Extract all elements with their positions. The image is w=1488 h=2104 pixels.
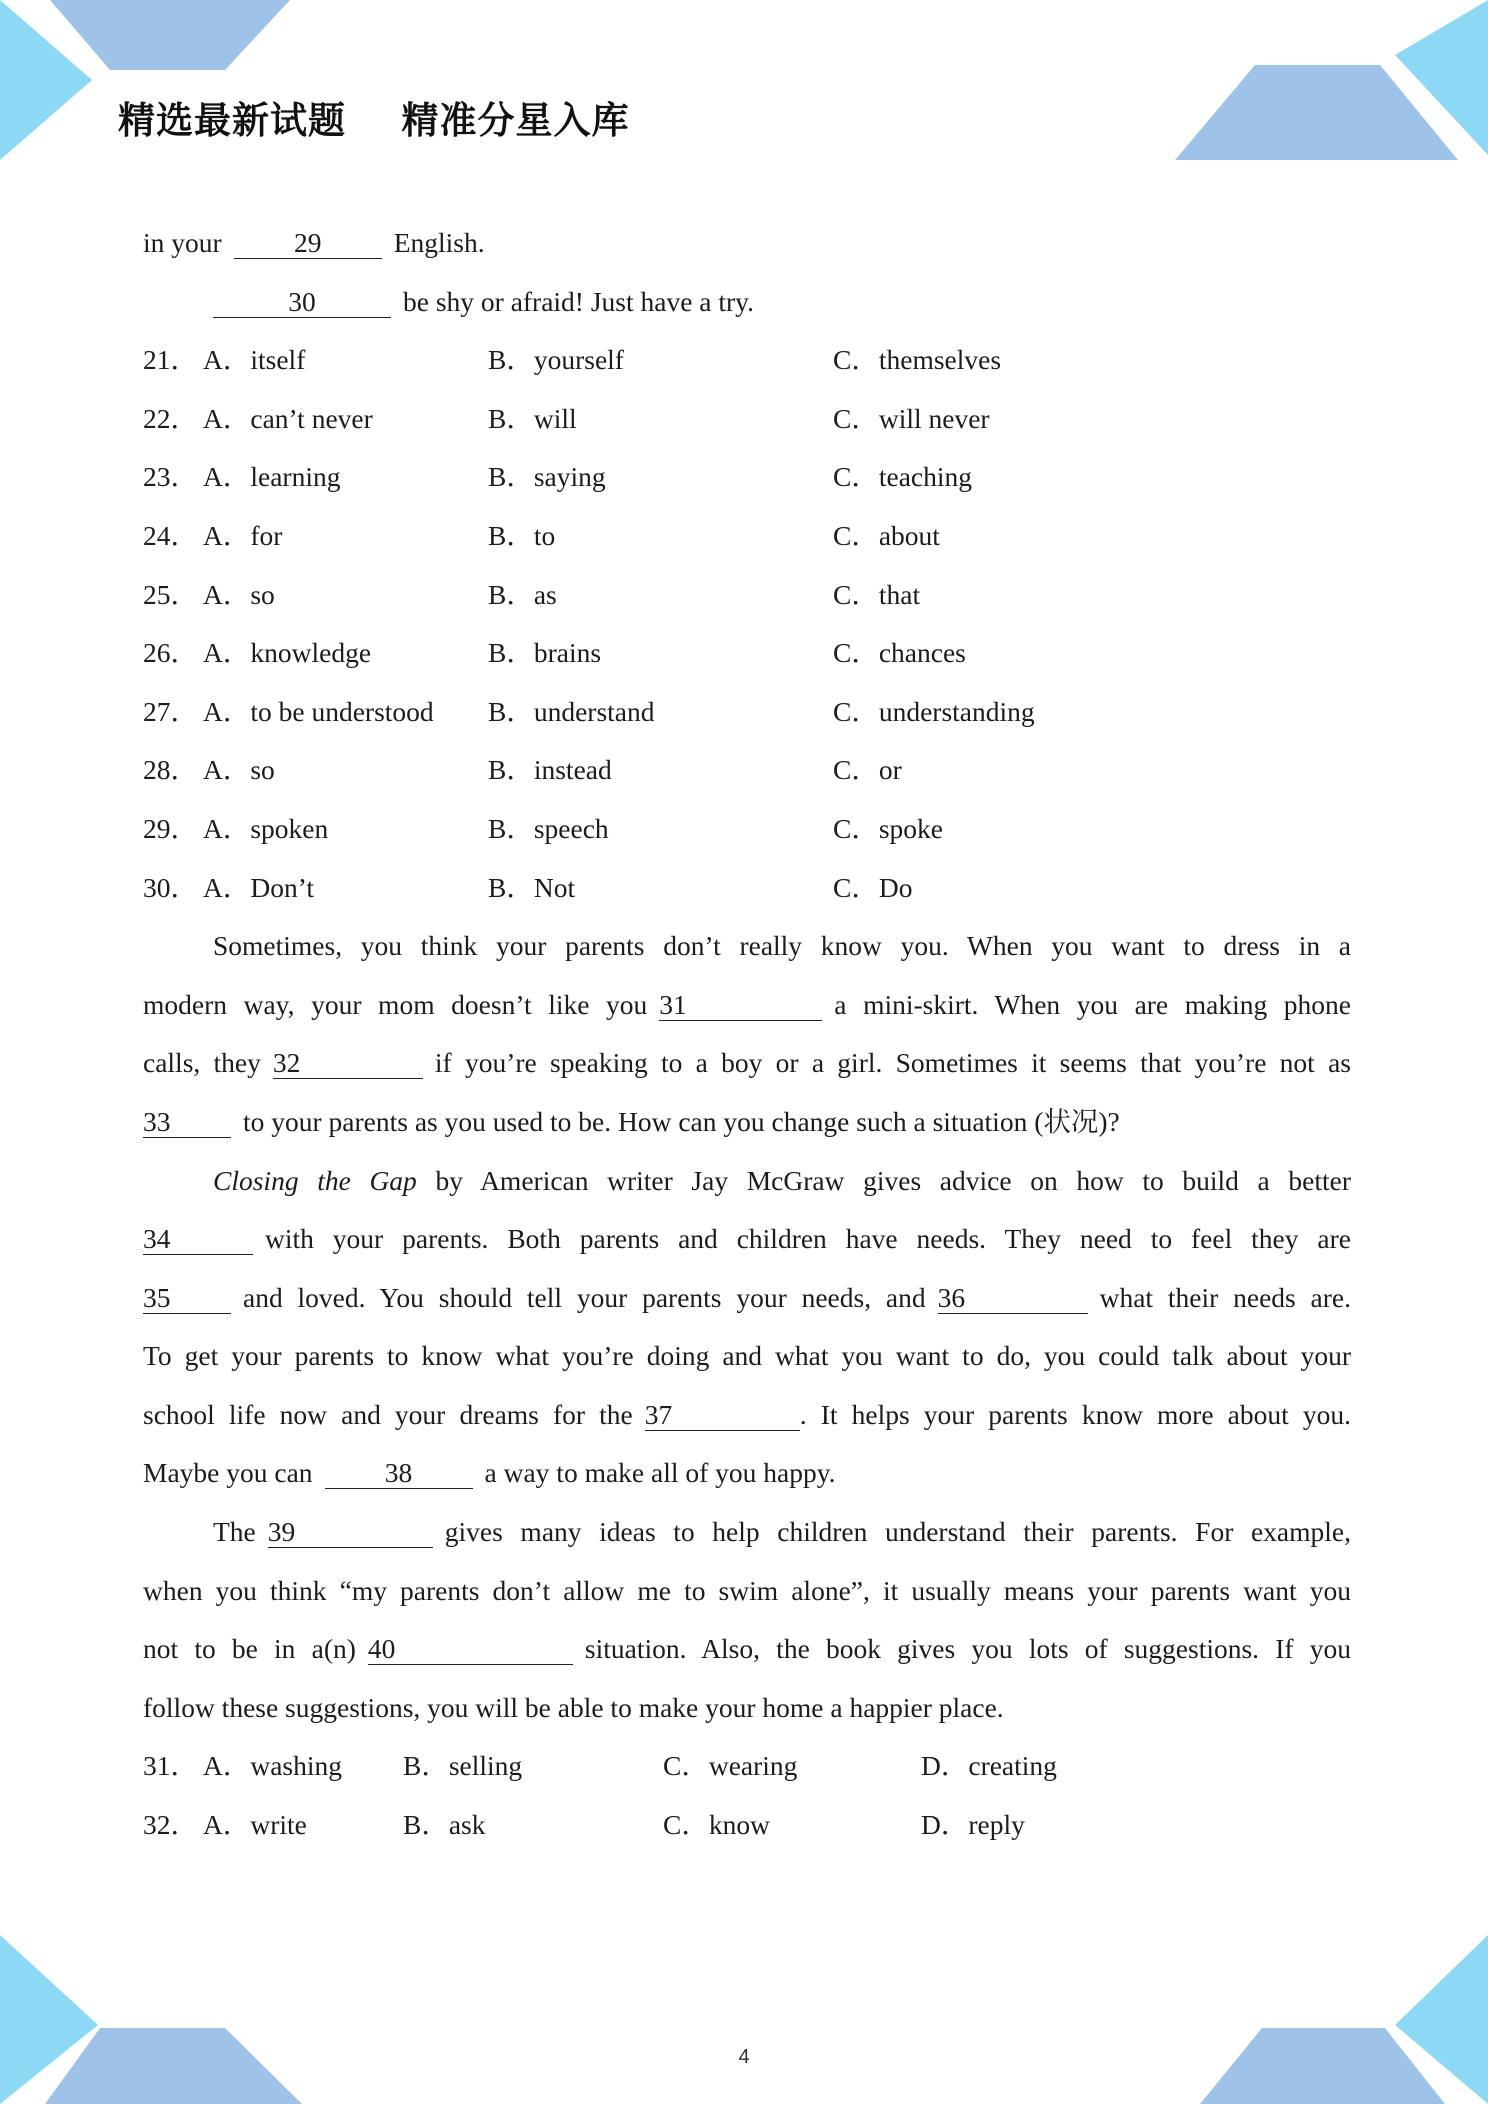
header-title: 精选最新试题 精准分星入库 [118, 99, 630, 142]
option-c: C．Do [833, 871, 913, 903]
option-a: A．itself [203, 344, 306, 376]
option-c: C．teaching [833, 461, 972, 493]
option-c: C．will never [833, 402, 990, 434]
question-row [143, 1737, 1351, 1796]
question-row [143, 683, 1351, 742]
passage-line: Sometimes, you think your parents don’t really know you. When you want to dress in a [213, 930, 1351, 962]
option-b: B．speech [488, 812, 609, 844]
options-21-30 [143, 331, 1351, 917]
option-a: A．washing [203, 1750, 343, 1782]
question-number: 31． [143, 1750, 198, 1782]
option-c: C．spoke [833, 812, 943, 844]
option-a: A．so [203, 754, 275, 786]
question-number: 25． [143, 578, 198, 610]
top-left-trapezoid [50, 0, 290, 70]
passage-line: modern way, your mom doesn’t like you 31 a mini-skirt. When you are making phone [143, 988, 1351, 1020]
option-d: D．creating [921, 1750, 1057, 1782]
question-row [143, 448, 1351, 507]
option-c: C．know [663, 1809, 770, 1841]
option-a: A．Don’t [203, 871, 315, 903]
blank-32: 32 [273, 1048, 423, 1079]
question-number: 32． [143, 1809, 198, 1841]
question-number: 26． [143, 637, 198, 669]
passage-line: Closing the Gap by American writer Jay McGraw gives advice on how to build a better [213, 1164, 1351, 1196]
option-a: A．for [203, 519, 283, 551]
blank-31: 31 [659, 990, 822, 1021]
passage-line: To get your parents to know what you’re doing and what you want to do, you could talk about your [143, 1340, 1351, 1372]
question-number: 29． [143, 812, 198, 844]
option-a: A．so [203, 578, 275, 610]
passage-line: school life now and your dreams for the 37 . It helps your parents know more about you. [143, 1398, 1351, 1430]
page-number: 4 [738, 2046, 750, 2068]
passage-line: 34 with your parents. Both parents and children have needs. They need to feel they are [143, 1223, 1351, 1255]
book-title: Closing the Gap [213, 1164, 417, 1196]
blank-37: 37 [645, 1400, 800, 1431]
question-row [143, 624, 1351, 683]
question-row [143, 390, 1351, 449]
question-row [143, 859, 1351, 918]
option-a: A．learning [203, 461, 341, 493]
option-b: B．instead [488, 754, 612, 786]
option-c: C．themselves [833, 344, 1002, 376]
blank-30: 30 [213, 287, 391, 318]
passage-line: when you think “my parents don’t allow me to swim alone”, it usually means your parents want you [143, 1574, 1351, 1606]
question-row [143, 566, 1351, 625]
options-31-32 [143, 1737, 1351, 1854]
blank-29: 29 [234, 228, 382, 259]
option-b: B．to [488, 519, 556, 551]
question-number: 28． [143, 754, 198, 786]
option-a: A．can’t never [203, 402, 373, 434]
question-row [143, 331, 1351, 390]
passage-line: 35 and loved. You should tell your parents your needs, and 36 what their needs are. [143, 1281, 1351, 1313]
option-c: C．or [833, 754, 902, 786]
question-number: 30． [143, 871, 198, 903]
option-b: B．understand [488, 695, 655, 727]
question-number: 21． [143, 344, 198, 376]
option-c: C．understanding [833, 695, 1035, 727]
passage-line: 33 to your parents as you used to be. How can you change such a situation (状况)? [143, 1105, 1120, 1137]
option-c: C．that [833, 578, 921, 610]
question-number: 22． [143, 402, 198, 434]
passage-line: follow these suggestions, you will be able to make your home a happier place. [143, 1691, 1004, 1723]
option-c: C．wearing [663, 1750, 798, 1782]
option-b: B．saying [488, 461, 606, 493]
question-number: 27． [143, 695, 198, 727]
question-row [143, 1796, 1351, 1855]
passage-line: The 39 gives many ideas to help children understand their parents. For example, [213, 1516, 1351, 1548]
option-b: B．will [488, 402, 577, 434]
blank-36: 36 [938, 1283, 1088, 1314]
option-b: B．ask [403, 1809, 486, 1841]
option-c: C．about [833, 519, 940, 551]
option-a: A．knowledge [203, 637, 372, 669]
blank-33: 33 [143, 1107, 231, 1138]
option-a: A．spoken [203, 812, 329, 844]
option-b: B．as [488, 578, 557, 610]
passage-line: Maybe you can 38 a way to make all of you happy. [143, 1457, 836, 1489]
option-a: A．write [203, 1809, 307, 1841]
question-row [143, 800, 1351, 859]
blank-39: 39 [268, 1517, 433, 1548]
text-line-30: 30 be shy or afraid! Just have a try. [143, 273, 1351, 332]
question-row [143, 741, 1351, 800]
question-number: 23． [143, 461, 198, 493]
option-b: B．selling [403, 1750, 523, 1782]
option-b: B．brains [488, 637, 602, 669]
document-body [143, 214, 1351, 1855]
option-d: D．reply [921, 1809, 1025, 1841]
top-right-trapezoid [1175, 65, 1458, 160]
option-c: C．chances [833, 637, 966, 669]
text-line-29: in your 29 English. [143, 227, 485, 258]
blank-35: 35 [143, 1283, 231, 1314]
option-b: B．yourself [488, 344, 624, 376]
blank-38: 38 [325, 1458, 473, 1489]
question-row [143, 507, 1351, 566]
option-b: B．Not [488, 871, 576, 903]
question-number: 24． [143, 519, 198, 551]
option-a: A．to be understood [203, 695, 434, 727]
blank-34: 34 [143, 1224, 253, 1255]
passage-line: calls, they 32 if you’re speaking to a boy or a girl. Sometimes it seems that you’re not as [143, 1047, 1351, 1079]
passage-line: not to be in a(n) 40 situation. Also, the book gives you lots of suggestions. If you [143, 1633, 1351, 1665]
blank-40: 40 [368, 1634, 573, 1665]
